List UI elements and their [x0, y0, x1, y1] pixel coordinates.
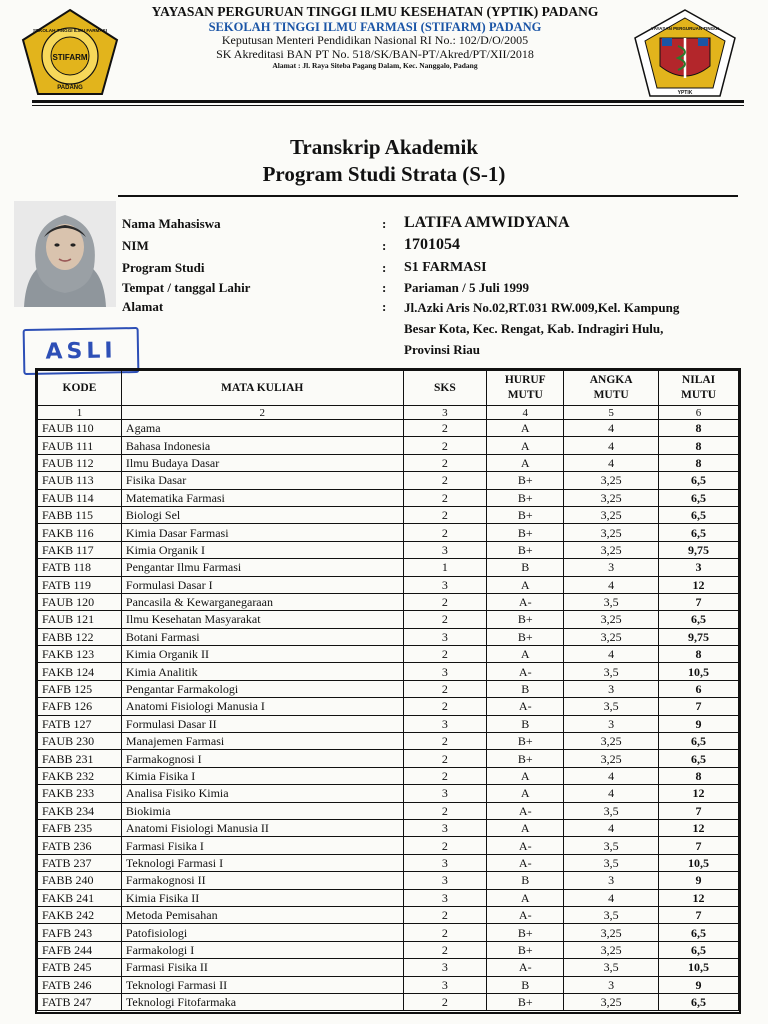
sks-cell: 2: [403, 767, 487, 784]
table-row: [38, 646, 739, 663]
table-row: [38, 472, 739, 489]
nilai-mutu-cell: 7: [659, 837, 739, 854]
course-name-cell: Teknologi Farmasi I: [121, 854, 403, 871]
angka-mutu-cell: 3,5: [564, 837, 659, 854]
course-code-cell: FAKB 124: [38, 663, 122, 680]
table-row: [38, 559, 739, 576]
course-name-cell: Analisa Fisiko Kimia: [121, 785, 403, 802]
course-name-cell: Kimia Organik II: [121, 646, 403, 663]
huruf-mutu-cell: A: [487, 437, 564, 454]
huruf-mutu-cell: A-: [487, 837, 564, 854]
index-cell: 1: [38, 406, 122, 420]
course-name-cell: Farmakognosi I: [121, 750, 403, 767]
course-code-cell: FATB 237: [38, 854, 122, 871]
angka-mutu-cell: 3,25: [564, 941, 659, 958]
table-row: [38, 420, 739, 437]
course-code-cell: FAKB 242: [38, 906, 122, 923]
letterhead-text: [118, 4, 632, 71]
sks-cell: 2: [403, 750, 487, 767]
alamat-line-2: Besar Kota, Kec. Rengat, Kab. Indragiri Hulu,: [404, 321, 664, 336]
sks-cell: 2: [403, 906, 487, 923]
course-name-cell: Biokimia: [121, 802, 403, 819]
header-angka-mutu: [564, 371, 659, 406]
course-code-cell: FABB 231: [38, 750, 122, 767]
ttl-value: Pariaman / 5 Juli 1999: [404, 280, 529, 295]
sks-cell: 3: [403, 872, 487, 889]
index-cell: 3: [403, 406, 487, 420]
angka-mutu-cell: 4: [564, 767, 659, 784]
course-name-cell: Formulasi Dasar I: [121, 576, 403, 593]
letterhead: [0, 0, 768, 108]
huruf-mutu-cell: A: [487, 767, 564, 784]
angka-mutu-cell: 3,25: [564, 993, 659, 1010]
sks-cell: 2: [403, 593, 487, 610]
huruf-mutu-cell: B: [487, 559, 564, 576]
nilai-mutu-cell: 8: [659, 437, 739, 454]
huruf-mutu-cell: A: [487, 454, 564, 471]
table-row: [38, 959, 739, 976]
huruf-mutu-cell: B+: [487, 941, 564, 958]
course-code-cell: FAKB 117: [38, 541, 122, 558]
huruf-mutu-cell: A-: [487, 959, 564, 976]
svg-text:STIFARM: STIFARM: [52, 53, 88, 62]
table-row: [38, 489, 739, 506]
sks-cell: 3: [403, 576, 487, 593]
huruf-mutu-cell: B+: [487, 924, 564, 941]
sks-cell: 2: [403, 733, 487, 750]
course-code-cell: FATB 119: [38, 576, 122, 593]
course-code-cell: FAKB 116: [38, 524, 122, 541]
table-row: [38, 802, 739, 819]
huruf-mutu-cell: B: [487, 976, 564, 993]
asli-stamp: ASLI: [23, 327, 140, 375]
nim-value: 1701054: [404, 236, 460, 253]
yptik-shield-logo: [632, 8, 738, 98]
angka-mutu-cell: 3,25: [564, 750, 659, 767]
huruf-mutu-cell: A-: [487, 663, 564, 680]
table-header-row: [38, 371, 739, 406]
sks-cell: 2: [403, 680, 487, 697]
document-title: [0, 134, 768, 188]
colon: :: [382, 260, 387, 275]
header-nilai-line2: MUTU: [680, 389, 717, 401]
angka-mutu-cell: 3,5: [564, 959, 659, 976]
course-name-cell: Botani Farmasi: [121, 628, 403, 645]
svg-text:YPTIK: YPTIK: [677, 90, 693, 96]
header-angka-line1: ANGKA: [589, 374, 633, 386]
title-rule: [118, 195, 738, 197]
huruf-mutu-cell: A: [487, 785, 564, 802]
sekolah-name: SEKOLAH TINGGI ILMU FARMASI (STIFARM) PADANG: [208, 19, 542, 34]
course-code-cell: FAUB 230: [38, 733, 122, 750]
huruf-mutu-cell: B+: [487, 750, 564, 767]
sks-cell: 2: [403, 993, 487, 1010]
table-row: [38, 663, 739, 680]
sks-cell: 3: [403, 541, 487, 558]
sks-cell: 3: [403, 819, 487, 836]
sks-cell: 1: [403, 559, 487, 576]
nilai-mutu-cell: 6,5: [659, 993, 739, 1010]
table-row: [38, 837, 739, 854]
angka-mutu-cell: 3,25: [564, 506, 659, 523]
sks-cell: 2: [403, 506, 487, 523]
nilai-mutu-cell: 6: [659, 680, 739, 697]
header-huruf-line1: HURUF: [504, 374, 546, 386]
huruf-mutu-cell: B: [487, 680, 564, 697]
table-row: [38, 506, 739, 523]
nilai-mutu-cell: 9,75: [659, 541, 739, 558]
alamat-line-3: Provinsi Riau: [404, 342, 480, 357]
nilai-mutu-cell: 8: [659, 454, 739, 471]
angka-mutu-cell: 3,5: [564, 663, 659, 680]
sks-cell: 2: [403, 837, 487, 854]
index-cell: 5: [564, 406, 659, 420]
huruf-mutu-cell: A-: [487, 593, 564, 610]
course-code-cell: FAFB 126: [38, 698, 122, 715]
index-cell: 6: [659, 406, 739, 420]
angka-mutu-cell: 3,5: [564, 698, 659, 715]
nilai-mutu-cell: 10,5: [659, 663, 739, 680]
table-row: [38, 715, 739, 732]
course-code-cell: FAFB 243: [38, 924, 122, 941]
angka-mutu-cell: 3,25: [564, 489, 659, 506]
angka-mutu-cell: 4: [564, 785, 659, 802]
header-nilai-line1: NILAI: [681, 374, 716, 386]
course-name-cell: Farmasi Fisika I: [121, 837, 403, 854]
nilai-mutu-cell: 6,5: [659, 611, 739, 628]
course-code-cell: FABB 240: [38, 872, 122, 889]
sks-cell: 2: [403, 924, 487, 941]
prodi-value: S1 FARMASI: [404, 260, 487, 275]
course-name-cell: Anatomi Fisiologi Manusia II: [121, 819, 403, 836]
course-code-cell: FAKB 241: [38, 889, 122, 906]
huruf-mutu-cell: A-: [487, 802, 564, 819]
angka-mutu-cell: 4: [564, 646, 659, 663]
course-name-cell: Kimia Organik I: [121, 541, 403, 558]
angka-mutu-cell: 3,25: [564, 924, 659, 941]
course-code-cell: FABB 122: [38, 628, 122, 645]
table-row: [38, 941, 739, 958]
course-name-cell: Ilmu Kesehatan Masyarakat: [121, 611, 403, 628]
sks-cell: 2: [403, 646, 487, 663]
angka-mutu-cell: 3,5: [564, 854, 659, 871]
course-name-cell: Metoda Pemisahan: [121, 906, 403, 923]
sks-cell: 2: [403, 472, 487, 489]
colon: :: [382, 280, 387, 295]
course-name-cell: Teknologi Fitofarmaka: [121, 993, 403, 1010]
table-row: [38, 976, 739, 993]
sks-cell: 2: [403, 420, 487, 437]
course-name-cell: Pengantar Ilmu Farmasi: [121, 559, 403, 576]
title-line-2: Program Studi Strata (S-1): [262, 161, 506, 186]
nilai-mutu-cell: 6,5: [659, 941, 739, 958]
course-name-cell: Formulasi Dasar II: [121, 715, 403, 732]
sks-cell: 3: [403, 715, 487, 732]
angka-mutu-cell: 3: [564, 872, 659, 889]
nilai-mutu-cell: 10,5: [659, 959, 739, 976]
course-code-cell: FAUB 121: [38, 611, 122, 628]
nilai-mutu-cell: 12: [659, 889, 739, 906]
huruf-mutu-cell: A-: [487, 906, 564, 923]
nilai-mutu-cell: 8: [659, 646, 739, 663]
course-code-cell: FATB 247: [38, 993, 122, 1010]
huruf-mutu-cell: A-: [487, 698, 564, 715]
colon: :: [382, 238, 387, 253]
angka-mutu-cell: 4: [564, 819, 659, 836]
colon: :: [382, 216, 387, 231]
huruf-mutu-cell: B+: [487, 472, 564, 489]
prodi-label: Program Studi: [122, 260, 205, 275]
alamat-line-1: Jl.Azki Aris No.02,RT.031 RW.009,Kel. Kampung: [404, 300, 680, 315]
index-cell: 4: [487, 406, 564, 420]
nilai-mutu-cell: 7: [659, 906, 739, 923]
course-code-cell: FAUB 111: [38, 437, 122, 454]
table-row: [38, 698, 739, 715]
huruf-mutu-cell: A: [487, 420, 564, 437]
nilai-mutu-cell: 6,5: [659, 524, 739, 541]
angka-mutu-cell: 3: [564, 559, 659, 576]
sks-cell: 2: [403, 698, 487, 715]
course-name-cell: Pengantar Farmakologi: [121, 680, 403, 697]
course-code-cell: FAKB 232: [38, 767, 122, 784]
table-row: [38, 906, 739, 923]
alamat-label: Alamat: [122, 299, 164, 314]
sks-cell: 3: [403, 959, 487, 976]
course-name-cell: Farmasi Fisika II: [121, 959, 403, 976]
table-row: [38, 593, 739, 610]
huruf-mutu-cell: A: [487, 576, 564, 593]
header-mata-kuliah: MATA KULIAH: [121, 371, 403, 406]
header-huruf-line2: MUTU: [507, 389, 543, 401]
course-code-cell: FAUB 110: [38, 420, 122, 437]
course-name-cell: Kimia Fisika I: [121, 767, 403, 784]
stifarm-logo: [20, 8, 120, 96]
header-nilai-mutu: [659, 371, 739, 406]
huruf-mutu-cell: A: [487, 889, 564, 906]
nim-label: NIM: [122, 238, 149, 253]
header-kode: KODE: [38, 371, 122, 406]
nama-value: LATIFA AMWIDYANA: [404, 214, 570, 231]
table-row: [38, 993, 739, 1010]
angka-mutu-cell: 3,25: [564, 628, 659, 645]
table-row: [38, 785, 739, 802]
table-row: [38, 819, 739, 836]
sks-cell: 2: [403, 941, 487, 958]
course-code-cell: FATB 127: [38, 715, 122, 732]
course-code-cell: FAKB 233: [38, 785, 122, 802]
title-line-1: Transkrip Akademik: [289, 135, 479, 159]
table-row: [38, 576, 739, 593]
table-row: [38, 872, 739, 889]
course-name-cell: Agama: [121, 420, 403, 437]
sks-cell: 3: [403, 976, 487, 993]
keputusan-text: Keputusan Menteri Pendidikan Nasional RI No.: 102/D/O/2005: [221, 33, 529, 48]
course-code-cell: FAFB 125: [38, 680, 122, 697]
table-row: [38, 611, 739, 628]
nilai-mutu-cell: 7: [659, 802, 739, 819]
sks-cell: 3: [403, 628, 487, 645]
course-name-cell: Biologi Sel: [121, 506, 403, 523]
angka-mutu-cell: 3,5: [564, 906, 659, 923]
table-row: [38, 767, 739, 784]
course-code-cell: FAUB 112: [38, 454, 122, 471]
course-code-cell: FATB 246: [38, 976, 122, 993]
angka-mutu-cell: 4: [564, 576, 659, 593]
ttl-label: Tempat / tanggal Lahir: [122, 280, 251, 295]
nilai-mutu-cell: 7: [659, 593, 739, 610]
grades-table: [37, 370, 739, 1011]
nilai-mutu-cell: 10,5: [659, 854, 739, 871]
angka-mutu-cell: 3,25: [564, 472, 659, 489]
column-index-row: [38, 406, 739, 420]
letterhead-rule-thin: [32, 105, 744, 106]
huruf-mutu-cell: B+: [487, 489, 564, 506]
sks-cell: 2: [403, 489, 487, 506]
angka-mutu-cell: 3,25: [564, 524, 659, 541]
course-name-cell: Manajemen Farmasi: [121, 733, 403, 750]
header-huruf-mutu: [487, 371, 564, 406]
angka-mutu-cell: 3,25: [564, 541, 659, 558]
course-code-cell: FATB 245: [38, 959, 122, 976]
colon: :: [382, 299, 387, 314]
sks-cell: 3: [403, 663, 487, 680]
nilai-mutu-cell: 6,5: [659, 489, 739, 506]
huruf-mutu-cell: A-: [487, 854, 564, 871]
course-code-cell: FAKB 123: [38, 646, 122, 663]
course-code-cell: FATB 236: [38, 837, 122, 854]
angka-mutu-cell: 3,25: [564, 611, 659, 628]
nilai-mutu-cell: 6,5: [659, 472, 739, 489]
sks-cell: 2: [403, 524, 487, 541]
huruf-mutu-cell: B+: [487, 733, 564, 750]
sks-cell: 3: [403, 785, 487, 802]
angka-mutu-cell: 3: [564, 976, 659, 993]
table-row: [38, 680, 739, 697]
sks-cell: 2: [403, 802, 487, 819]
angka-mutu-cell: 4: [564, 889, 659, 906]
nilai-mutu-cell: 12: [659, 576, 739, 593]
nilai-mutu-cell: 6,5: [659, 750, 739, 767]
alamat-value: [404, 297, 744, 360]
nilai-mutu-cell: 12: [659, 785, 739, 802]
huruf-mutu-cell: A: [487, 819, 564, 836]
header-sks: SKS: [403, 371, 487, 406]
course-name-cell: Anatomi Fisiologi Manusia I: [121, 698, 403, 715]
sks-cell: 2: [403, 611, 487, 628]
course-name-cell: Farmakognosi II: [121, 872, 403, 889]
course-name-cell: Bahasa Indonesia: [121, 437, 403, 454]
course-name-cell: Matematika Farmasi: [121, 489, 403, 506]
nilai-mutu-cell: 8: [659, 767, 739, 784]
sks-cell: 3: [403, 854, 487, 871]
course-name-cell: Patofisiologi: [121, 924, 403, 941]
letterhead-rule: [32, 100, 744, 103]
course-code-cell: FAUB 114: [38, 489, 122, 506]
course-code-cell: FAUB 113: [38, 472, 122, 489]
table-row: [38, 750, 739, 767]
sks-cell: 2: [403, 437, 487, 454]
angka-mutu-cell: 4: [564, 454, 659, 471]
table-row: [38, 541, 739, 558]
sks-cell: 2: [403, 454, 487, 471]
huruf-mutu-cell: B+: [487, 993, 564, 1010]
table-row: [38, 924, 739, 941]
nilai-mutu-cell: 9: [659, 872, 739, 889]
course-code-cell: FATB 118: [38, 559, 122, 576]
svg-text:SEKOLAH TINGGI ILMU FARMASI: SEKOLAH TINGGI ILMU FARMASI: [32, 28, 108, 33]
angka-mutu-cell: 3,25: [564, 733, 659, 750]
angka-mutu-cell: 3: [564, 680, 659, 697]
table-row: [38, 524, 739, 541]
course-name-cell: Kimia Fisika II: [121, 889, 403, 906]
course-name-cell: Ilmu Budaya Dasar: [121, 454, 403, 471]
nilai-mutu-cell: 3: [659, 559, 739, 576]
angka-mutu-cell: 3: [564, 715, 659, 732]
angka-mutu-cell: 3,5: [564, 593, 659, 610]
nilai-mutu-cell: 7: [659, 698, 739, 715]
yayasan-name: YAYASAN PERGURUAN TINGGI ILMU KESEHATAN (YPTIK) PADANG: [151, 4, 599, 19]
course-name-cell: Farmakologi I: [121, 941, 403, 958]
course-code-cell: FAFB 244: [38, 941, 122, 958]
index-cell: 2: [121, 406, 403, 420]
student-photo: [14, 201, 116, 307]
table-row: [38, 454, 739, 471]
svg-text:PADANG: PADANG: [57, 85, 83, 91]
table-row: [38, 437, 739, 454]
huruf-mutu-cell: B+: [487, 611, 564, 628]
nilai-mutu-cell: 9: [659, 715, 739, 732]
table-row: [38, 733, 739, 750]
course-name-cell: Teknologi Farmasi II: [121, 976, 403, 993]
course-code-cell: FAFB 235: [38, 819, 122, 836]
nilai-mutu-cell: 9,75: [659, 628, 739, 645]
huruf-mutu-cell: B+: [487, 506, 564, 523]
nilai-mutu-cell: 6,5: [659, 733, 739, 750]
nilai-mutu-cell: 9: [659, 976, 739, 993]
angka-mutu-cell: 4: [564, 437, 659, 454]
course-code-cell: FABB 115: [38, 506, 122, 523]
nilai-mutu-cell: 8: [659, 420, 739, 437]
angka-mutu-cell: 3,5: [564, 802, 659, 819]
huruf-mutu-cell: B+: [487, 541, 564, 558]
nilai-mutu-cell: 6,5: [659, 506, 739, 523]
course-name-cell: Kimia Dasar Farmasi: [121, 524, 403, 541]
table-row: [38, 628, 739, 645]
course-name-cell: Pancasila & Kewarganegaraan: [121, 593, 403, 610]
angka-mutu-cell: 4: [564, 420, 659, 437]
nama-label: Nama Mahasiswa: [122, 216, 221, 231]
table-row: [38, 889, 739, 906]
course-name-cell: Fisika Dasar: [121, 472, 403, 489]
course-code-cell: FAKB 234: [38, 802, 122, 819]
huruf-mutu-cell: B: [487, 872, 564, 889]
nilai-mutu-cell: 6,5: [659, 924, 739, 941]
sks-cell: 3: [403, 889, 487, 906]
course-code-cell: FAUB 120: [38, 593, 122, 610]
course-name-cell: Kimia Analitik: [121, 663, 403, 680]
nilai-mutu-cell: 12: [659, 819, 739, 836]
akreditasi-text: SK Akreditasi BAN PT No. 518/SK/BAN-PT/Akred/PT/XII/2018: [216, 47, 534, 62]
header-angka-line2: MUTU: [593, 389, 629, 401]
huruf-mutu-cell: B: [487, 715, 564, 732]
huruf-mutu-cell: A: [487, 646, 564, 663]
letterhead-address: Alamat : Jl. Raya Siteba Pagang Dalam, Kec. Nanggalo, Padang: [272, 60, 478, 70]
table-row: [38, 854, 739, 871]
svg-text:YAYASAN PERGURUAN TINGGI: YAYASAN PERGURUAN TINGGI: [651, 26, 719, 31]
huruf-mutu-cell: B+: [487, 628, 564, 645]
huruf-mutu-cell: B+: [487, 524, 564, 541]
